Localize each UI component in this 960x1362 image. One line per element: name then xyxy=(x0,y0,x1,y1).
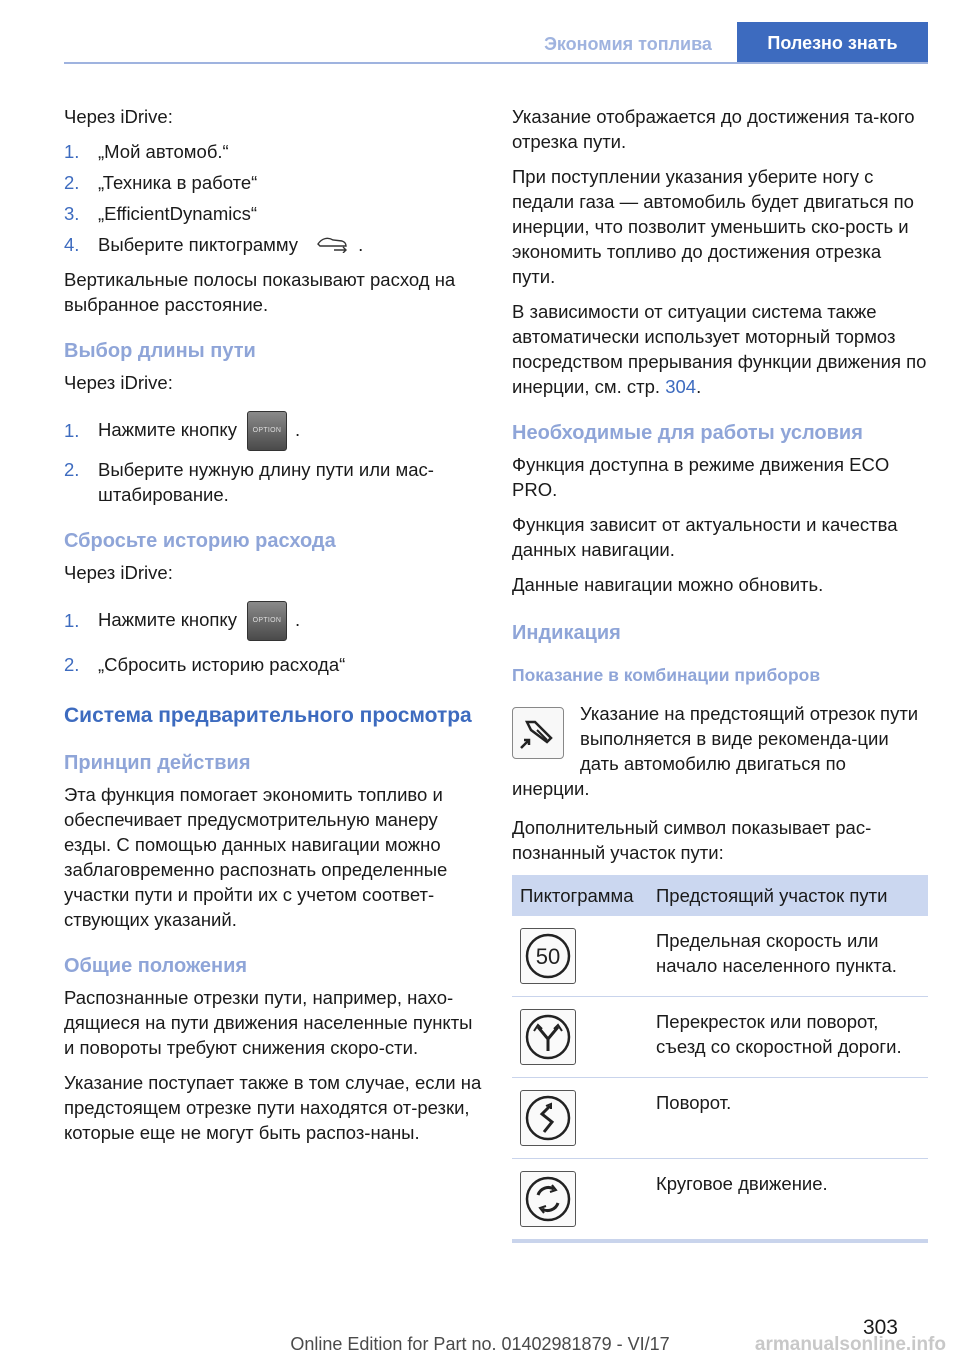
coasting-car-icon xyxy=(316,234,350,259)
route-steps xyxy=(64,411,482,507)
heading-principle: Принцип действия xyxy=(64,751,251,774)
condition-1: Функция доступна в режиме движения ECO PRO. xyxy=(512,454,890,500)
coasting-foot-icon xyxy=(512,707,564,759)
step-text: „Техника в работе“ xyxy=(98,172,258,193)
list-item xyxy=(64,647,482,683)
heading-preview-system: Система предварительного просмотра xyxy=(64,703,472,727)
table-header-section: Предстоящий участок пути xyxy=(648,875,928,916)
intro-text: Через iDrive: xyxy=(64,106,173,127)
step-number: 2. xyxy=(64,172,80,193)
step-text: „Мой автомоб.“ xyxy=(98,141,229,162)
indication-text-1: Указание отображается до достижения та-кого отрезка пути. xyxy=(512,106,915,152)
table-cell-text: Круговое движение. xyxy=(648,1159,928,1242)
table-cell-text: Перекресток или поворот, съезд со скоростной дороги. xyxy=(648,997,928,1078)
step-suffix: . xyxy=(358,234,364,255)
steps-list xyxy=(64,139,482,259)
heading-conditions: Необходимые для работы условия xyxy=(512,422,863,444)
heading-reset-history: Сбросьте историю расхода xyxy=(64,529,336,552)
step-text: Нажмите кнопку xyxy=(98,418,237,440)
paragraph-text: В зависимости от ситуации система также автоматически использует моторный тормоз посредством прерывания функции движения по инерции, см. стр. xyxy=(512,301,927,397)
table-row xyxy=(512,997,928,1078)
list-item xyxy=(64,411,482,451)
table-cell-text: Предельная скорость или начало населенного пункта. xyxy=(648,916,928,997)
list-item xyxy=(64,201,482,226)
step-number: 1. xyxy=(64,610,80,632)
table-header-row xyxy=(512,875,928,916)
heading-cluster: Показание в комбинации приборов xyxy=(512,665,821,685)
step-text: Выберите нужную длину пути или мас-штабирование. xyxy=(98,458,434,505)
bars-text: Вертикальные полосы показывают расход на выбранное расстояние. xyxy=(64,268,456,315)
header-line xyxy=(64,62,928,64)
speed-limit-value: 50 xyxy=(535,944,561,969)
condition-3: Данные навигации можно обновить. xyxy=(512,574,824,595)
reset-intro: Через iDrive: xyxy=(64,561,173,583)
principle-text: Эта функция помогает экономить топливо и обеспечивает предусмотрительную манеру езды. С помощью данных навигации можно заблаговременно распознать определенные участки пути и пройти их с учетом соответ-ствующих указаний. xyxy=(64,783,448,930)
table-row xyxy=(512,916,928,997)
heading-indication: Индикация xyxy=(512,622,621,644)
extra-symbol-text: Дополнительный символ показывает рас-познанный участок пути: xyxy=(512,817,872,863)
step-number: 3. xyxy=(64,203,80,224)
option-button-icon: OPTION xyxy=(247,601,287,641)
step-text: Нажмите кнопку xyxy=(98,608,237,630)
roundabout-icon xyxy=(520,1171,576,1227)
table-row xyxy=(512,1159,928,1242)
header-tab-fuel-economy[interactable]: Экономия топлива xyxy=(544,34,712,54)
step-text: „EfficientDynamics“ xyxy=(98,203,258,224)
step-number: 2. xyxy=(64,458,80,480)
speed-limit-50-icon xyxy=(520,928,576,984)
step-number: 2. xyxy=(64,654,80,676)
step-number: 4. xyxy=(64,234,80,255)
cluster-block xyxy=(512,701,928,801)
header-tab-useful-info[interactable]: Полезно знать xyxy=(737,22,928,62)
indication-text-3 xyxy=(512,299,928,399)
page-number: 303 xyxy=(862,1316,898,1339)
symbols-table xyxy=(512,875,928,1243)
page-link[interactable]: 304 xyxy=(665,376,697,397)
indication-text-2: При поступлении указания уберите ногу с педали газа — автомобиль будет двигаться по инерции, что позволит уменьшить ско-рость и экономить топливо до достижения отрезка пути. xyxy=(512,166,914,287)
right-column xyxy=(512,104,928,1243)
cluster-text: Указание на предстоящий отрезок пути выполняется в виде рекоменда-ции дать автомобилю двигаться по инерции. xyxy=(512,703,919,799)
table-row xyxy=(512,1078,928,1159)
heading-route-length: Выбор длины пути xyxy=(64,339,256,362)
step-suffix: . xyxy=(294,608,301,630)
step-number: 1. xyxy=(64,141,80,162)
general-text-2: Указание поступает также в том случае, если на предстоящем отрезке пути находятся от-резки, которые еще не могут быть распоз-наны. xyxy=(64,1071,482,1143)
condition-2: Функция зависит от актуальности и качества данных навигации. xyxy=(512,514,898,560)
edition-footer: Online Edition for Part no. 01402981879 - VI/17 xyxy=(290,1334,670,1354)
general-text-1: Распознанные отрезки пути, например, нахо-дящиеся на пути движения населенные пункты и повороты требуют снижения скоро-сти. xyxy=(64,986,473,1058)
reset-steps xyxy=(64,601,482,683)
step-suffix: . xyxy=(294,418,301,440)
step-text: „Сбросить историю расхода“ xyxy=(98,654,346,676)
list-item xyxy=(64,601,482,641)
paragraph-end: . xyxy=(696,376,702,397)
heading-general: Общие положения xyxy=(64,954,248,977)
curve-icon xyxy=(520,1090,576,1146)
option-button-icon: OPTION xyxy=(247,411,287,451)
junction-icon xyxy=(520,1009,576,1065)
table-cell-text: Поворот. xyxy=(648,1078,928,1159)
list-item xyxy=(64,139,482,164)
watermark: armanualsonline.info xyxy=(754,1334,946,1355)
step-text: Выберите пиктограмму xyxy=(98,234,299,255)
left-column xyxy=(64,104,482,1155)
list-item xyxy=(64,232,482,259)
list-item xyxy=(64,170,482,195)
route-intro: Через iDrive: xyxy=(64,371,173,393)
list-item xyxy=(64,457,482,507)
table-header-pictogram: Пиктограмма xyxy=(512,875,648,916)
step-number: 1. xyxy=(64,420,80,442)
